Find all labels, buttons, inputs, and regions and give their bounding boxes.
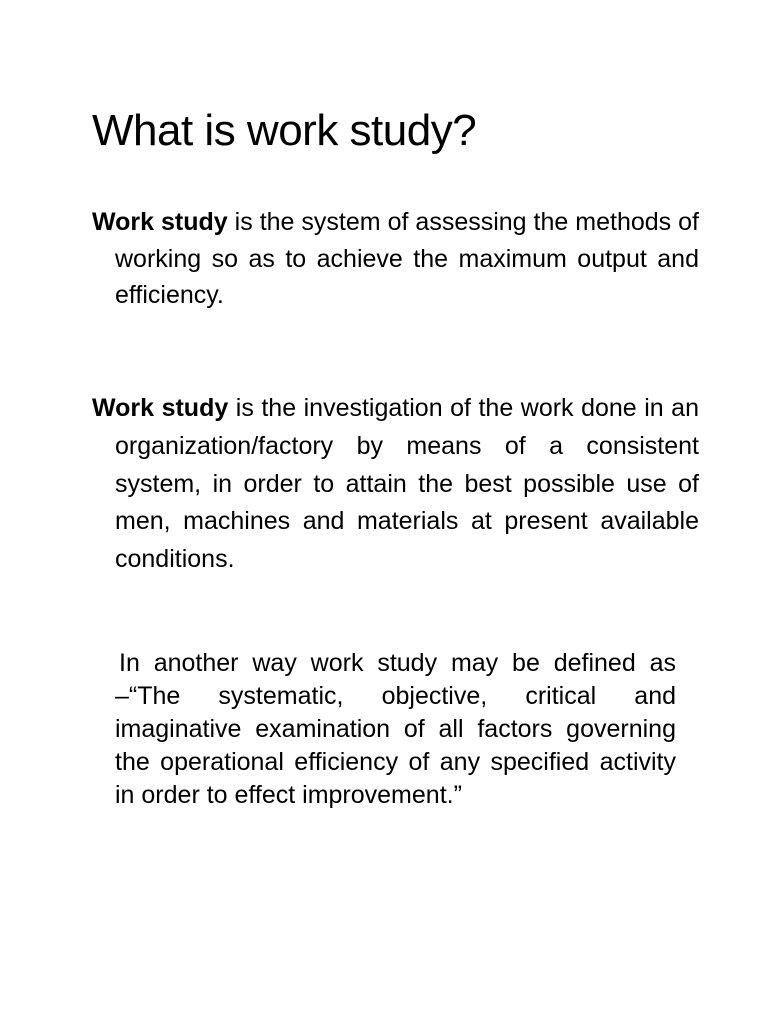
definition-term: Work study <box>92 394 229 422</box>
page-title: What is work study? <box>92 106 477 155</box>
quote-paragraph: In another way work study may be defined as –“The systematic, objective, critical and imaginative examination of all factors governing the operational efficiency of any specified activity in order to effect improvement.” <box>115 649 676 809</box>
definition-paragraph-2 <box>92 390 699 579</box>
definition-term: Work study <box>92 208 228 236</box>
definition-text: is the system of assessing the methods of working so as to achieve the maximum output and efficiency. <box>115 208 699 309</box>
definition-paragraph-1 <box>92 204 699 314</box>
definition-text: is the investigation of the work done in an organization/factory by means of a consistent system, in order to attain the best possible use of men, machines and materials at present available conditions. <box>115 394 699 574</box>
